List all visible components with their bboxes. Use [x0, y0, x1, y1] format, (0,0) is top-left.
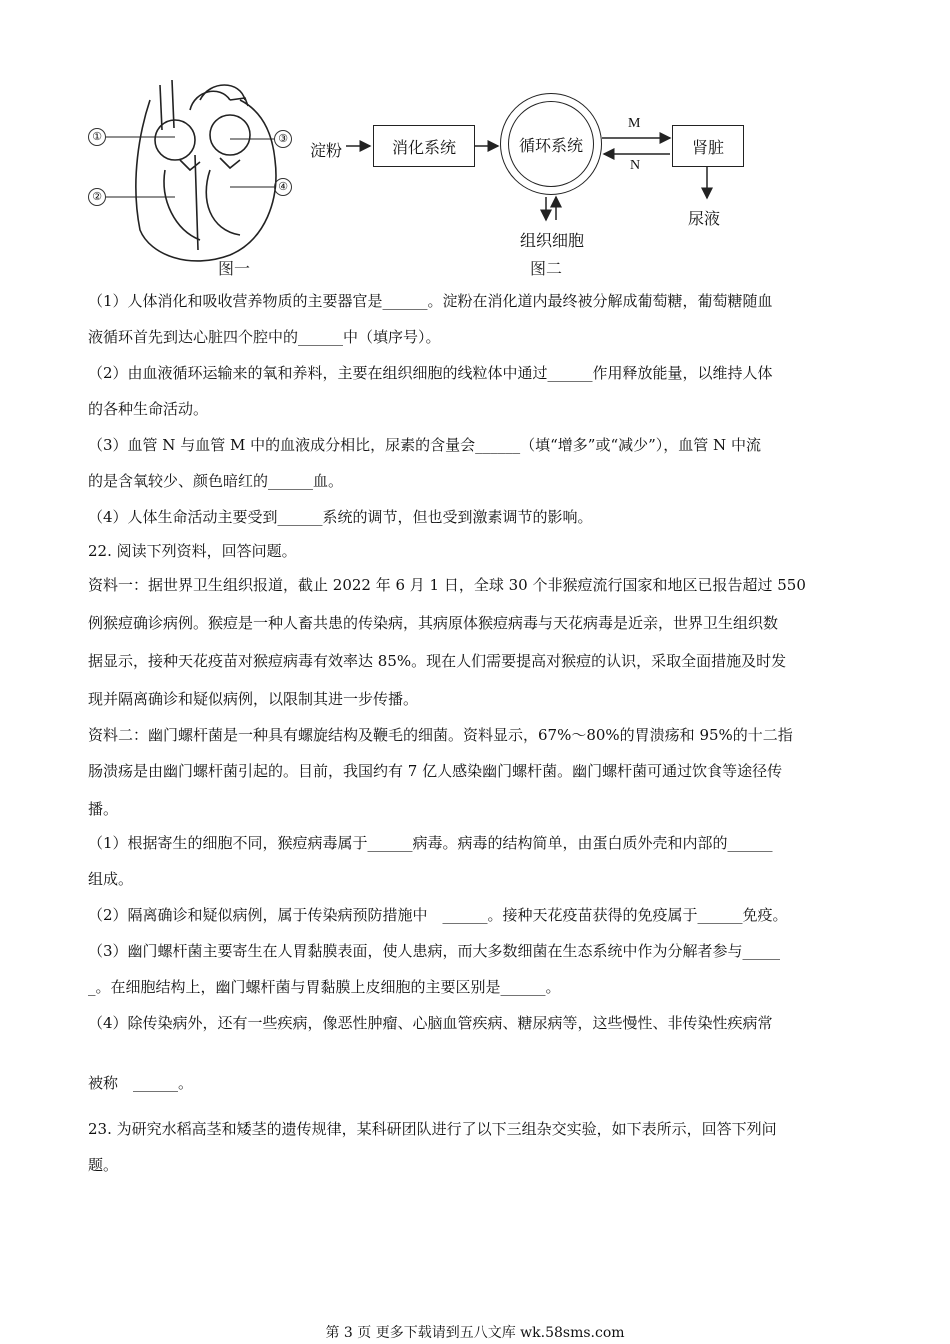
urine-label: 尿液 — [688, 209, 721, 228]
text-line: （2）隔离确诊和疑似病例，属于传染病预防措施中 ______。接种天花疫苗获得的免疫属于______免疫。 — [88, 906, 788, 924]
kidney-box: 肾脏 — [672, 125, 744, 167]
label-1-marker: ① — [88, 128, 106, 146]
figure-area — [80, 70, 780, 280]
question-23-heading: 23. 为研究水稻高茎和矮茎的遗传规律，某科研团队进行了以下三组杂交实验，如下表所示，回答下列问 — [88, 1120, 777, 1138]
text-line: （1）人体消化和吸收营养物质的主要器官是______。淀粉在消化道内最终被分解成葡萄糖，葡萄糖随血 — [88, 292, 773, 310]
text-line: 被称 ______。 — [88, 1074, 194, 1092]
vessel-m-label: M — [628, 116, 641, 131]
text-line: 的是含氧较少、颜色暗红的______血。 — [88, 472, 344, 490]
text-line: 液循环首先到达心脏四个腔中的______中（填序号）。 — [88, 328, 441, 346]
text-line: 题。 — [88, 1156, 119, 1174]
text-line: （1）根据寄生的细胞不同，猴痘病毒属于______病毒。病毒的结构简单，由蛋白质外壳和内部的______ — [88, 834, 773, 852]
page-footer: 第 3 页 更多下载请到五八文库 wk.58sms.com — [325, 1325, 625, 1341]
text-line: 资料一：据世界卫生组织报道，截止 2022 年 6 月 1 日，全球 30 个非猴痘流行国家和地区已报告超过 550 — [88, 576, 806, 594]
text-line: _。在细胞结构上，幽门螺杆菌与胃黏膜上皮细胞的主要区别是______。 — [88, 978, 561, 996]
text-line: （3）血管 N 与血管 M 中的血液成分相比，尿素的含量会______（填“增多”或“减少”），血管 N 中流 — [88, 436, 761, 454]
text-line: 现并隔离确诊和疑似病例，以限制其进一步传播。 — [88, 690, 419, 708]
text-line: 播。 — [88, 800, 119, 818]
figure2-caption: 图二 — [530, 259, 563, 278]
text-line: 肠溃疡是由幽门螺杆菌引起的。目前，我国约有 7 亿人感染幽门螺杆菌。幽门螺杆菌可通过饮食等途径传 — [88, 762, 783, 780]
digestive-system-box: 消化系统 — [373, 125, 475, 167]
flow-arrows — [80, 70, 780, 280]
text-line: （4）除传染病外，还有一些疾病，像恶性肿瘤、心脑血管疾病、糖尿病等，这些慢性、非传染性疾病常 — [88, 1014, 773, 1032]
text-line: 例猴痘确诊病例。猴痘是一种人畜共患的传染病，其病原体猴痘病毒与天花病毒是近亲，世界卫生组织数 — [88, 614, 779, 632]
tissue-cells-label: 组织细胞 — [520, 231, 585, 250]
question-22-heading: 22. 阅读下列资料，回答问题。 — [88, 542, 297, 560]
text-line: （3）幽门螺杆菌主要寄生在人胃黏膜表面，使人患病，而大多数细菌在生态系统中作为分解者参与_____ — [88, 942, 781, 960]
text-line: （4）人体生命活动主要受到______系统的调节，但也受到激素调节的影响。 — [88, 508, 593, 526]
label-3-marker: ③ — [274, 130, 292, 148]
text-line: 的各种生命活动。 — [88, 400, 209, 418]
text-line: 组成。 — [88, 870, 134, 888]
label-4-marker: ④ — [274, 178, 292, 196]
label-2-marker: ② — [88, 188, 106, 206]
vessel-n-label: N — [630, 158, 641, 173]
circulatory-system-circle: 循环系统 — [508, 101, 594, 187]
text-line: 据显示，接种天花疫苗对猴痘病毒有效率达 85%。现在人们需要提高对猴痘的认识，采取全面措施及时发 — [88, 652, 787, 670]
figure1-caption: 图一 — [218, 259, 251, 278]
starch-label: 淀粉 — [310, 141, 343, 160]
text-line: （2）由血液循环运输来的氧和养料，主要在组织细胞的线粒体中通过______作用释放能量，以维持人体 — [88, 364, 773, 382]
text-line: 资料二：幽门螺杆菌是一种具有螺旋结构及鞭毛的细菌。资料显示，67%～80%的胃溃疡和 95%的十二指 — [88, 726, 793, 744]
